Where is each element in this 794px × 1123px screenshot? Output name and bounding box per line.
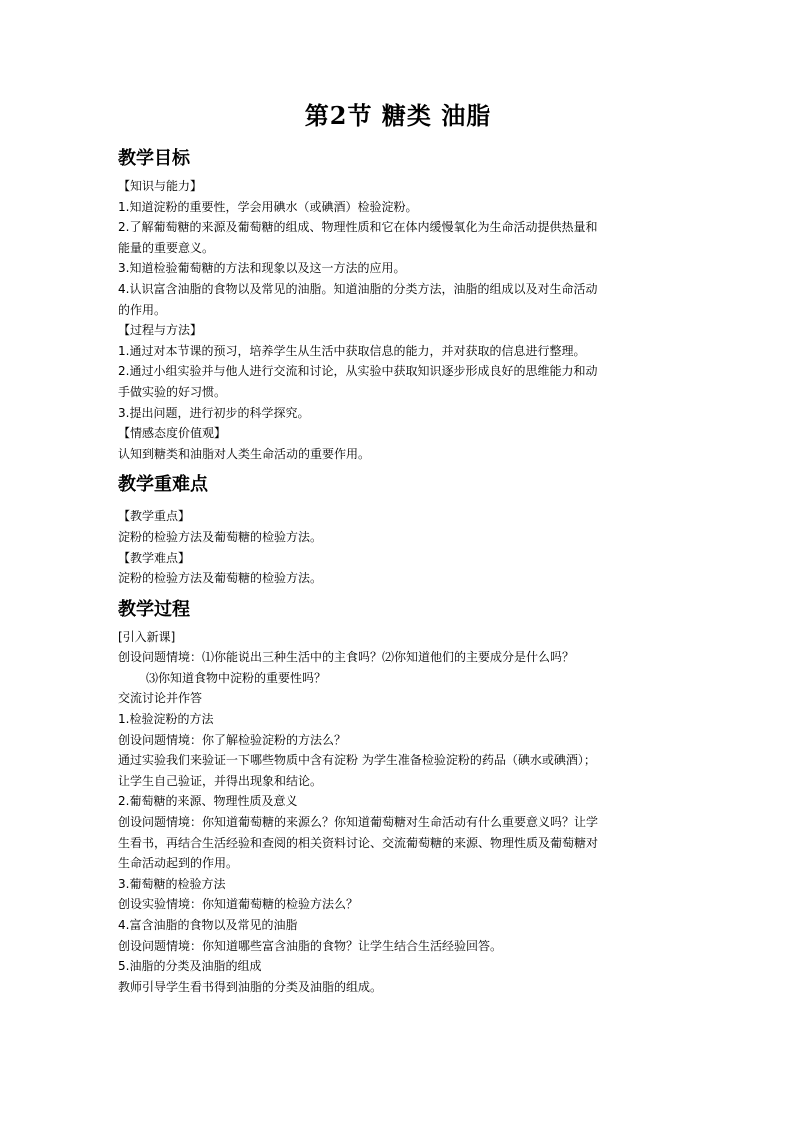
page-title: 第2节 糖类 油脂: [304, 101, 492, 130]
document-page: [118, 96, 678, 997]
subheading-process-method: 【过程与方法】: [118, 323, 203, 338]
text-line: 教师引导学生看书得到油脂的分类及油脂的组成。: [118, 979, 383, 994]
text-line: 创设实验情境：你知道葡萄糖的检验方法么？: [118, 897, 359, 912]
text-line: 5.油脂的分类及油脂的组成: [118, 959, 262, 974]
text-line: 淀粉的检验方法及葡萄糖的检验方法。: [118, 571, 323, 586]
text-line: 2.了解葡萄糖的来源及葡萄糖的组成、物理性质和它在体内缓慢氧化为生命活动提供热量和: [118, 220, 598, 235]
section-key-points: [118, 470, 678, 588]
text-line: 创设问题情境：你知道哪些富含油脂的食物？让学生结合生活经验回答。: [118, 938, 503, 953]
subheading-attitude: 【情感态度价值观】: [118, 426, 227, 441]
subheading-intro: [引入新课]: [118, 629, 176, 644]
text-line: ⑶你知道食物中淀粉的重要性吗？: [146, 670, 327, 685]
text-line: 4.富含油脂的食物以及常见的油脂: [118, 918, 298, 932]
section-heading-key-points: 教学重难点: [118, 474, 208, 496]
text-line: 4.认识富含油脂的食物以及常见的油脂。知道油脂的分类方法，油脂的组成以及对生命活动: [118, 281, 598, 296]
text-line: 认知到糖类和油脂对人类生命活动的重要作用。: [118, 446, 371, 461]
text-line: 让学生自己验证，并得出现象和结论。: [118, 773, 323, 788]
text-line: 创设问题情境：你知道葡萄糖的来源么？你知道葡萄糖对生命活动有什么重要意义吗？让学: [118, 815, 599, 830]
text-line: 3.葡萄糖的检验方法: [118, 876, 226, 891]
text-line: 生命活动起到的作用。: [118, 856, 239, 871]
text-line: 生看书，再结合生活经验和查阅的相关资料讨论、交流葡萄糖的来源、物理性质及葡萄糖对: [118, 835, 599, 850]
text-line: 交流讨论并作答: [118, 691, 203, 706]
text-line: 1.检验淀粉的方法: [118, 712, 214, 727]
text-line: 2.葡萄糖的来源、物理性质及意义: [118, 794, 298, 809]
text-line: 3.知道检验葡萄糖的方法和现象以及这一方法的应用。: [118, 261, 406, 276]
text-line: 2.通过小组实验并与他人进行交流和讨论，从实验中获取知识逐步形成良好的思维能力和动: [118, 364, 598, 379]
text-line: 创设问题情境：你了解检验淀粉的方法么？: [118, 732, 347, 747]
subheading-difficult: 【教学难点】: [118, 550, 191, 565]
text-line: 1.知道淀粉的重要性，学会用碘水（或碘酒）检验淀粉。: [118, 199, 418, 214]
section-heading-process: 教学过程: [118, 598, 190, 620]
section-process: [118, 595, 678, 998]
section-heading-objectives: 教学目标: [118, 148, 190, 169]
text-line: 通过实验我们来验证一下哪些物质中含有淀粉 为学生准备检验淀粉的药品（碘水或碘酒）；: [118, 753, 596, 768]
section-objectives: [118, 144, 678, 464]
text-line: 创设问题情境：⑴你能说出三种生活中的主食吗？⑵你知道他们的主要成分是什么吗？: [118, 650, 575, 665]
subheading-knowledge: 【知识与能力】: [118, 179, 203, 193]
text-line: 1.通过对本节课的预习，培养学生从生活中获取信息的能力，并对获取的信息进行整理。: [118, 343, 586, 358]
text-line: 的作用。: [118, 302, 167, 317]
subheading-key: 【教学重点】: [118, 509, 191, 524]
text-line: 能量的重要意义。: [118, 240, 215, 255]
text-line: 3.提出问题，进行初步的科学探究。: [118, 405, 310, 420]
text-line: 淀粉的检验方法及葡萄糖的检验方法。: [118, 529, 323, 544]
text-line: 手做实验的好习惯。: [118, 384, 227, 399]
